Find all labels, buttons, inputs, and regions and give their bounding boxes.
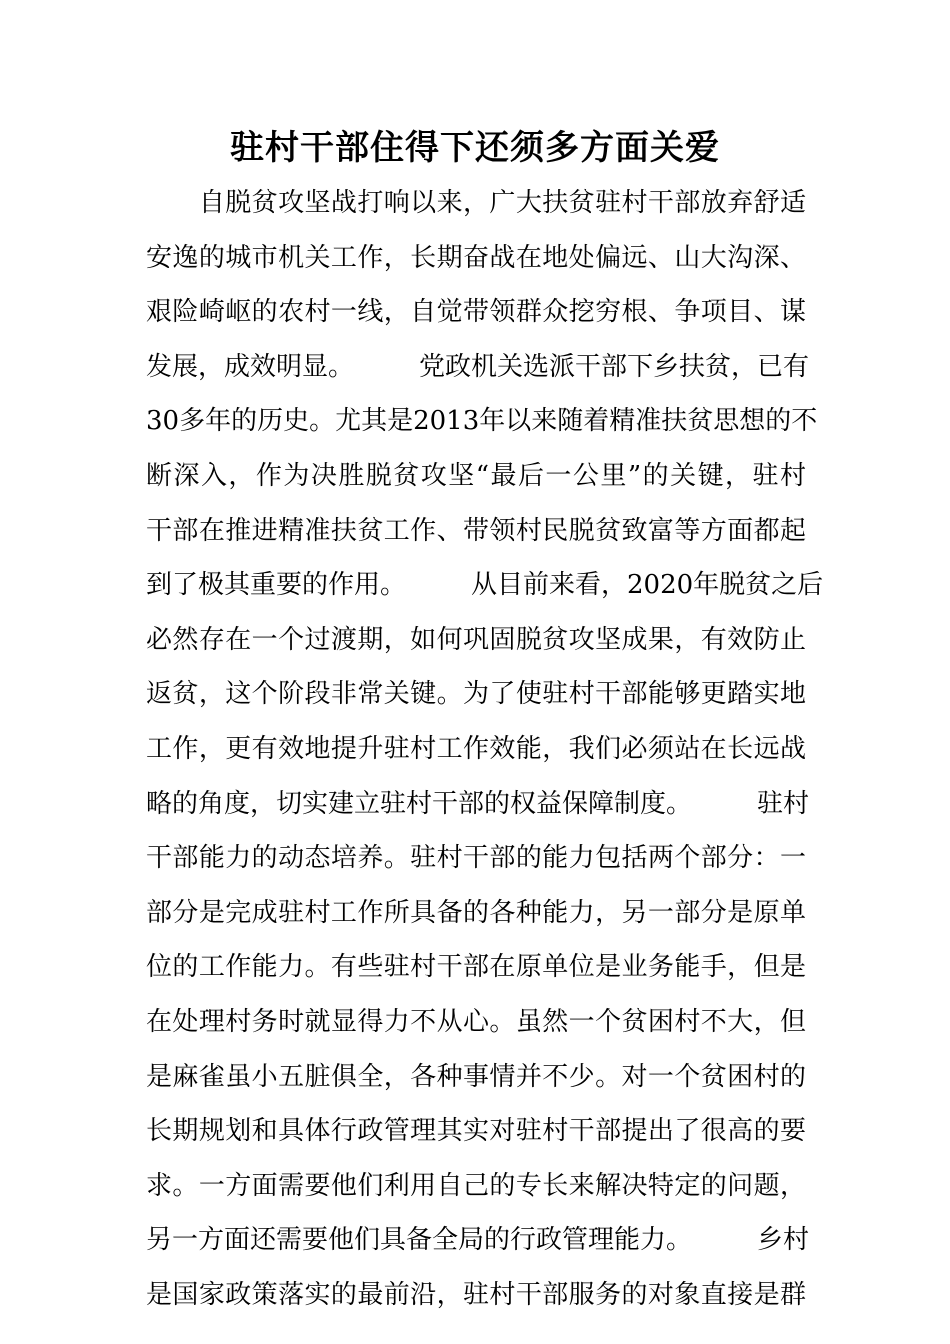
body-line: 部分是完成驻村工作所具备的各种能力，另一部分是原单 [146,897,806,928]
body-line: 30多年的历史。尤其是2013年以来随着精准扶贫思想的不 [146,406,818,437]
body-line: 艰险崎岖的农村一线，自觉带领群众挖穷根、争项目、谋 [146,297,806,328]
body-line: 干部能力的动态培养。驻村干部的能力包括两个部分：一 [146,843,806,874]
body-line: 是国家政策落实的最前沿，驻村干部服务的对象直接是群 [146,1279,806,1310]
body-line: 略的角度，切实建立驻村干部的权益保障制度。 驻村 [146,788,810,819]
body-line: 到了极其重要的作用。 从目前来看，2020年脱贫之后 [146,570,824,601]
body-line: 求。一方面需要他们利用自己的专长来解决特定的问题， [146,1170,806,1201]
document-title: 驻村干部住得下还须多方面关爱 [230,128,720,168]
body-line: 干部在推进精准扶贫工作、带领村民脱贫致富等方面都起 [146,515,806,546]
body-line: 长期规划和具体行政管理其实对驻村干部提出了很高的要 [146,1116,806,1147]
body-line: 工作，更有效地提升驻村工作效能，我们必须站在长远战 [146,733,806,764]
body-line: 发展，成效明显。 党政机关选派干部下乡扶贫，已有 [146,351,810,382]
body-line: 自脱贫攻坚战打响以来，广大扶贫驻村干部放弃舒适 [146,188,806,218]
body-line: 安逸的城市机关工作，长期奋战在地处偏远、山大沟深、 [146,242,806,273]
body-line: 返贫，这个阶段非常关键。为了使驻村干部能够更踏实地 [146,679,806,710]
body-line: 另一方面还需要他们具备全局的行政管理能力。 乡村 [146,1225,810,1256]
body-line: 位的工作能力。有些驻村干部在原单位是业务能手，但是 [146,952,806,983]
body-line: 必然存在一个过渡期，如何巩固脱贫攻坚成果，有效防止 [146,624,806,655]
body-line: 在处理村务时就显得力不从心。虽然一个贫困村不大，但 [146,1006,806,1037]
body-line: 是麻雀虽小五脏俱全，各种事情并不少。对一个贫困村的 [146,1061,806,1092]
body-line: 断深入，作为决胜脱贫攻坚“最后一公里”的关键，驻村 [146,460,806,491]
document-body [146,176,824,1322]
